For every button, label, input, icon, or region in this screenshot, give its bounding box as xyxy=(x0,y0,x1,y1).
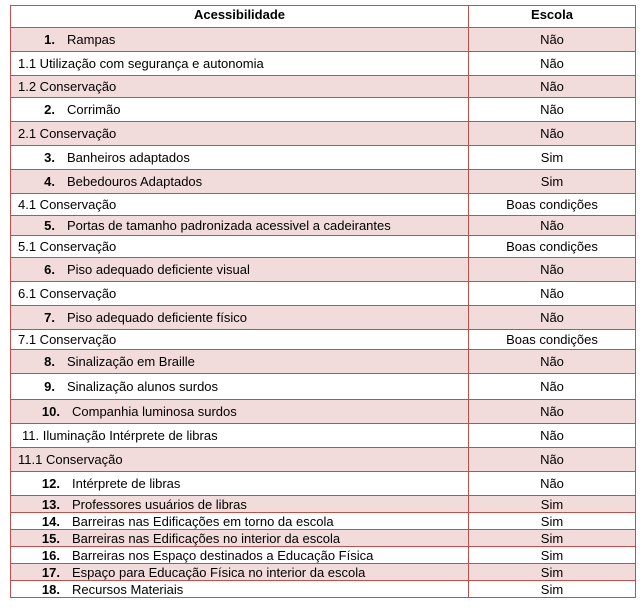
item-label: Espaço para Educação Física no interior da escola xyxy=(72,564,366,580)
school-value: Não xyxy=(540,354,564,369)
item-label: 11.1 Conservação xyxy=(18,452,123,467)
item-number: 8. xyxy=(44,354,55,369)
school-value: Sim xyxy=(540,547,564,563)
item-number: 14. xyxy=(41,513,60,529)
table-row xyxy=(10,581,636,598)
item-label: Intérprete de libras xyxy=(72,476,181,491)
table-row xyxy=(10,122,636,146)
item-number: 17. xyxy=(41,564,60,580)
item-label: 1.1 Utilização com segurança e autonomia xyxy=(18,56,264,71)
school-value: Não xyxy=(540,379,564,394)
item-label: Portas de tamanho padronizada acessivel a cadeirantes xyxy=(67,218,391,233)
table-row xyxy=(10,513,636,530)
table-header xyxy=(10,5,636,28)
accessibility-cell xyxy=(11,282,469,305)
school-value: Sim xyxy=(540,496,564,512)
school-value: Não xyxy=(540,262,564,277)
accessibility-cell xyxy=(11,122,469,145)
accessibility-cell xyxy=(11,98,469,121)
item-number: 18. xyxy=(41,581,60,597)
school-value: Sim xyxy=(540,564,564,580)
table-row xyxy=(10,374,636,400)
school-value: Não xyxy=(540,32,564,47)
item-label: Barreiras nas Edificações em torno da escola xyxy=(72,513,334,529)
school-value: Não xyxy=(540,286,564,301)
table-row xyxy=(10,170,636,194)
school-value: Não xyxy=(540,452,564,467)
item-number: 2. xyxy=(44,102,55,117)
accessibility-cell xyxy=(11,236,469,257)
school-value: Boas condições xyxy=(506,332,598,347)
item-label: 7.1 Conservação xyxy=(18,332,117,347)
table-row xyxy=(10,564,636,581)
accessibility-cell xyxy=(11,258,469,281)
item-number: 10. xyxy=(41,404,60,419)
item-label: Recursos Materiais xyxy=(72,581,184,597)
item-label: Bebedouros Adaptados xyxy=(67,174,203,189)
accessibility-cell xyxy=(11,76,469,97)
table-row xyxy=(10,236,636,258)
item-label: 6.1 Conservação xyxy=(18,286,117,301)
table-row xyxy=(10,496,636,513)
accessibility-cell xyxy=(11,170,469,193)
school-value: Sim xyxy=(540,530,564,546)
item-label: Barreiras nas Edificações no interior da escola xyxy=(72,530,341,546)
item-number: 4. xyxy=(44,174,55,189)
item-label: Sinalização em Braille xyxy=(67,354,195,369)
item-number: 5. xyxy=(44,218,55,233)
accessibility-cell xyxy=(11,194,469,215)
school-value: Sim xyxy=(540,581,564,597)
item-label: Corrimão xyxy=(67,102,121,117)
table-row xyxy=(10,76,636,98)
table-row xyxy=(10,282,636,306)
item-label: Piso adequado deficiente físico xyxy=(67,310,247,325)
table-row xyxy=(10,530,636,547)
school-value: Não xyxy=(540,404,564,419)
item-label: Banheiros adaptados xyxy=(67,150,190,165)
item-label: 5.1 Conservação xyxy=(18,239,117,254)
accessibility-cell xyxy=(11,547,469,563)
accessibility-cell xyxy=(11,564,469,580)
item-label: Companhia luminosa surdos xyxy=(72,404,237,419)
table-row xyxy=(10,400,636,424)
accessibility-cell xyxy=(11,530,469,546)
table-row xyxy=(10,306,636,330)
accessibility-cell xyxy=(11,52,469,75)
item-number: 7. xyxy=(44,310,55,325)
table-row xyxy=(10,350,636,374)
table-row xyxy=(10,448,636,472)
item-number: 9. xyxy=(44,379,55,394)
table-row xyxy=(10,28,636,52)
school-value: Não xyxy=(540,56,564,71)
item-label: Barreiras nos Espaço destinados a Educação Física xyxy=(72,547,374,563)
table-row xyxy=(10,52,636,76)
table-row xyxy=(10,98,636,122)
school-value: Não xyxy=(540,126,564,141)
header-accessibility: Acessibilidade xyxy=(11,6,469,27)
table-row xyxy=(10,216,636,236)
table-row xyxy=(10,547,636,564)
accessibility-table xyxy=(10,5,636,598)
accessibility-cell xyxy=(11,216,469,235)
school-value: Boas condições xyxy=(506,239,598,254)
item-number: 15. xyxy=(41,530,60,546)
school-value: Não xyxy=(540,218,564,233)
school-value: Sim xyxy=(540,150,564,165)
item-label: 11. Iluminação Intérprete de libras xyxy=(22,428,218,443)
item-label: 4.1 Conservação xyxy=(18,197,117,212)
header-school: Escola xyxy=(531,7,573,22)
table-row xyxy=(10,194,636,216)
table-row xyxy=(10,258,636,282)
item-number: 12. xyxy=(41,476,60,491)
accessibility-cell xyxy=(11,350,469,373)
accessibility-cell xyxy=(11,496,469,512)
school-value: Sim xyxy=(540,174,564,189)
table-row xyxy=(10,424,636,448)
school-value: Não xyxy=(540,476,564,491)
item-label: 1.2 Conservação xyxy=(18,79,117,94)
accessibility-cell xyxy=(11,448,469,471)
item-label: 2.1 Conservação xyxy=(18,126,117,141)
accessibility-cell xyxy=(11,581,469,597)
item-number: 3. xyxy=(44,150,55,165)
school-value: Não xyxy=(540,79,564,94)
item-number: 16. xyxy=(41,547,60,563)
accessibility-cell xyxy=(11,28,469,51)
table-row xyxy=(10,330,636,350)
school-value: Não xyxy=(540,428,564,443)
accessibility-cell xyxy=(11,472,469,495)
table-body xyxy=(10,28,636,598)
item-number: 1. xyxy=(44,32,55,47)
school-value: Não xyxy=(540,310,564,325)
item-label: Piso adequado deficiente visual xyxy=(67,262,250,277)
school-value: Não xyxy=(540,102,564,117)
accessibility-cell xyxy=(11,374,469,399)
table-row xyxy=(10,472,636,496)
accessibility-cell xyxy=(11,513,469,529)
accessibility-cell xyxy=(11,146,469,169)
accessibility-cell xyxy=(11,400,469,423)
accessibility-cell xyxy=(11,424,469,447)
item-label: Rampas xyxy=(67,32,116,47)
item-number: 6. xyxy=(44,262,55,277)
item-number: 13. xyxy=(41,496,60,512)
item-label: Sinalização alunos surdos xyxy=(67,379,219,394)
accessibility-cell xyxy=(11,330,469,349)
table-row xyxy=(10,146,636,170)
item-label: Professores usuários de libras xyxy=(72,496,247,512)
school-value: Boas condições xyxy=(506,197,598,212)
school-value: Sim xyxy=(540,513,564,529)
accessibility-cell xyxy=(11,306,469,329)
